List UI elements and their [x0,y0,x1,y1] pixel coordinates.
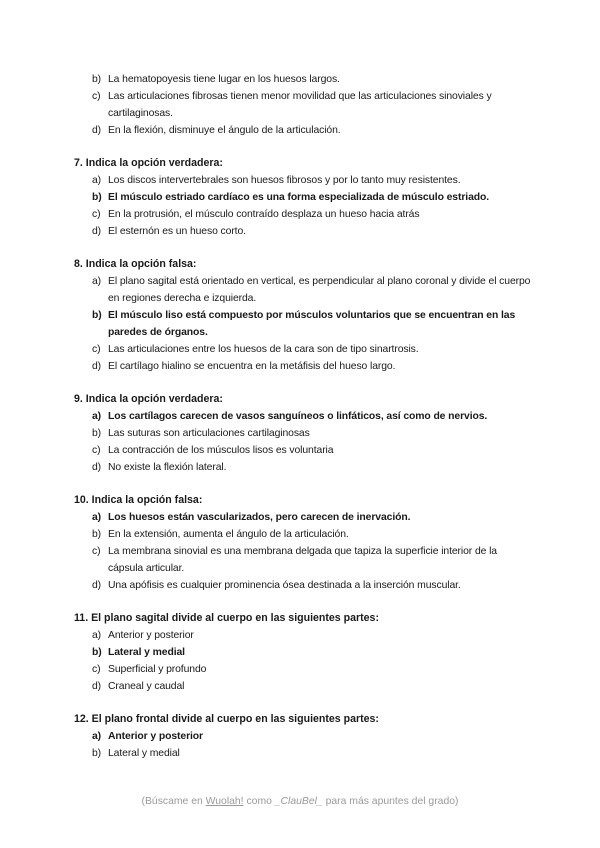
option-letter: a) [92,411,102,422]
question-block [74,610,534,695]
option-text: Los huesos están vascularizados, pero carecen de inervación. [108,512,411,523]
option-text: La contracción de los músculos lisos es voluntaria [108,445,334,456]
option-text: El cartílago hialino se encuentra en la metáfisis del hueso largo. [108,361,396,372]
question-block [74,492,534,594]
option-letter: d) [92,681,102,692]
question-title: 8. Indica la opción falsa: [74,258,197,270]
answer-option [74,341,534,358]
answer-option [74,223,534,240]
question-block [74,391,534,476]
option-text: El músculo estriado cardíaco es una forma especializada de músculo estriado. [108,192,490,203]
option-letter: d) [92,125,102,136]
option-text: Anterior y posterior [108,731,203,742]
question-title: 10. Indica la opción falsa: [74,494,203,506]
option-letter: d) [92,361,102,372]
answer-option [74,189,534,206]
answer-option [74,122,534,139]
option-letter: b) [92,428,102,439]
answer-option [74,728,534,745]
answer-option [74,627,534,644]
answer-option [74,442,534,459]
option-letter: d) [92,580,102,591]
document-content [74,71,534,762]
option-letter: b) [92,748,102,759]
answer-option [74,425,534,442]
answer-option [74,678,534,695]
answer-option [74,526,534,543]
answer-option [74,577,534,594]
answer-option [74,88,534,122]
option-text: Las articulaciones fibrosas tienen menor movilidad que las articulaciones sinoviales y cartilaginosas. [108,91,492,119]
answer-option [74,172,534,189]
option-text: Las suturas son articulaciones cartilaginosas [108,428,310,439]
option-text: Anterior y posterior [108,630,194,641]
answer-option [74,509,534,526]
option-letter: a) [92,512,102,523]
option-text: El plano sagital está orientado en vertical, es perpendicular al plano coronal y divide el cuerpo en regiones derecha e izquierda. [108,276,531,304]
option-text: El esternón es un hueso corto. [108,226,246,237]
footer-note [0,796,600,807]
option-letter: c) [92,91,101,102]
option-letter: c) [92,445,101,456]
answer-option [74,459,534,476]
option-text: Los cartílagos carecen de vasos sanguíneos o linfáticos, así como de nervios. [108,411,488,422]
footer-prefix: (Búscame en [141,796,206,807]
option-letter: c) [92,664,101,675]
option-text: Las articulaciones entre los huesos de la cara son de tipo sinartrosis. [108,344,419,355]
option-letter: c) [92,344,101,355]
option-text: En la flexión, disminuye el ángulo de la articulación. [108,125,341,136]
option-letter: b) [92,74,102,85]
option-text: En la protrusión, el músculo contraído desplaza un hueso hacia atrás [108,209,420,220]
answer-option [74,745,534,762]
answer-option [74,71,534,88]
question-title: 12. El plano frontal divide al cuerpo en las siguientes partes: [74,713,379,725]
footer-middle: como [243,796,275,807]
question-block [74,256,534,375]
option-text: Los discos intervertebrales son huesos fibrosos y por lo tanto muy resistentes. [108,175,461,186]
option-text: La hematopoyesis tiene lugar en los huesos largos. [108,74,340,85]
option-letter: d) [92,462,102,473]
question-block [74,155,534,240]
option-text: El músculo liso está compuesto por músculos voluntarios que se encuentran en las paredes de órganos. [108,310,516,338]
option-text: Una apófisis es cualquier prominencia ósea destinada a la inserción muscular. [108,580,461,591]
answer-option [74,408,534,425]
option-letter: a) [92,731,102,742]
answer-option [74,273,534,307]
question-title: 11. El plano sagital divide al cuerpo en las siguientes partes: [74,612,379,624]
option-letter: d) [92,226,102,237]
option-text: Lateral y medial [108,748,180,759]
question-title: 7. Indica la opción verdadera: [74,157,223,169]
option-text: En la extensión, aumenta el ángulo de la articulación. [108,529,349,540]
wuolah-link[interactable]: Wuolah! [205,796,244,807]
option-letter: c) [92,209,101,220]
option-text: La membrana sinovial es una membrana delgada que tapiza la superficie interior de la cápsula articular. [108,546,497,574]
option-letter: a) [92,175,102,186]
question-list [74,155,534,762]
option-letter: b) [92,529,102,540]
footer-username: _ClauBel_ [274,796,323,807]
question-block [74,711,534,762]
answer-option [74,661,534,678]
footer-suffix: para más apuntes del grado) [322,796,459,807]
option-text: Lateral y medial [108,647,185,658]
answer-option [74,206,534,223]
option-text: Craneal y caudal [108,681,185,692]
option-letter: b) [92,310,102,321]
option-letter: a) [92,630,102,641]
answer-option [74,307,534,341]
option-letter: a) [92,276,102,287]
option-text: No existe la flexión lateral. [108,462,227,473]
option-letter: b) [92,647,102,658]
option-letter: b) [92,192,102,203]
option-text: Superficial y profundo [108,664,207,675]
answer-option [74,358,534,375]
question-title: 9. Indica la opción verdadera: [74,393,223,405]
intro-options [74,71,534,139]
answer-option [74,543,534,577]
option-letter: c) [92,546,101,557]
answer-option [74,644,534,661]
